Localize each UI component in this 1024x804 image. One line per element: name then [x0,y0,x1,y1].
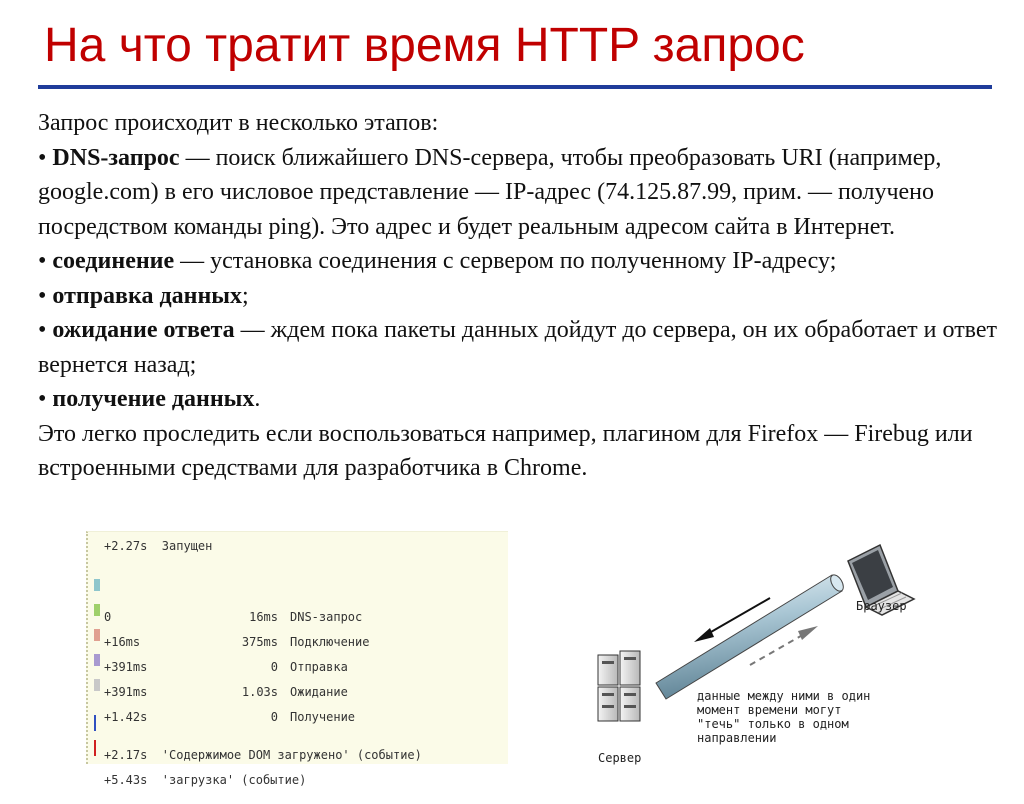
phase-color-swatch [94,679,100,691]
browser-label: Браузер [856,599,907,613]
phase-color-swatch [94,604,100,616]
log-event-load: +5.43s 'загрузка' (событие) [88,740,117,756]
log-row-receive: +1.42s 0 Получение [88,677,117,693]
slide-body [38,106,1013,486]
phase-color-swatch [94,579,100,591]
log-row-dns: 0 16ms DNS-запрос [88,577,117,593]
log-event-dom-loaded: +2.17s 'Содержимое DOM загружено' (событие) [88,715,117,731]
log-row-wait: +391ms 1.03s Ожидание [88,652,117,668]
event-marker [94,715,96,731]
diagram-note: данные между ними в один момент времени могут "течь" только в одном направлении [697,689,871,745]
event-marker [94,740,96,756]
intro-text: Запрос происходит в несколько этапов: [38,110,439,136]
bullet-connection: • соединение — установка соединения с сервером по полученному IP-адресу; [38,248,837,274]
bullet-receive: • получение данных. [38,386,261,412]
bullet-dns: • DNS-запрос — поиск ближайшего DNS-сервера, чтобы преобразовать URI (например, google.com) в его числовое представление — IP-адрес (74.125.87.99, прим. — получено посредством команды ping). Это адрес и будет реальным адресом сайта в Интернет. [38,144,942,240]
bullet-wait: • ожидание ответа — ждем пока пакеты данных дойдут до сервера, он их обработает и ответ вернется назад; [38,317,998,378]
connection-pipe [656,573,846,699]
server-icon [598,651,640,721]
slide-title: На что тратит время HTTP запрос [44,19,805,72]
timing-log-panel: +2.27s Запущен 0 16ms DNS-запрос +16ms 375ms Подключение +391ms 0 Отправка +391ms 1.03s Ожидание +1.42s 0 Получение +2.17s 'Содержимое DOM загружено' (событие) +5.43s 'загрузка' (событие) [86,531,508,764]
phase-color-swatch [94,654,100,666]
log-row-connect: +16ms 375ms Подключение [88,602,117,618]
bullet-send: • отправка данных; [38,282,249,309]
outro-text: Это легко проследить если воспользоваться например, плагином для Firefox — Firebug или встроенными средствами для разработчика в Chrome. [38,420,973,481]
phase-color-swatch [94,629,100,641]
server-label: Сервер [598,751,642,765]
client-server-diagram [580,515,1020,767]
title-underline [38,85,992,89]
log-row-send: +391ms 0 Отправка [88,627,117,643]
